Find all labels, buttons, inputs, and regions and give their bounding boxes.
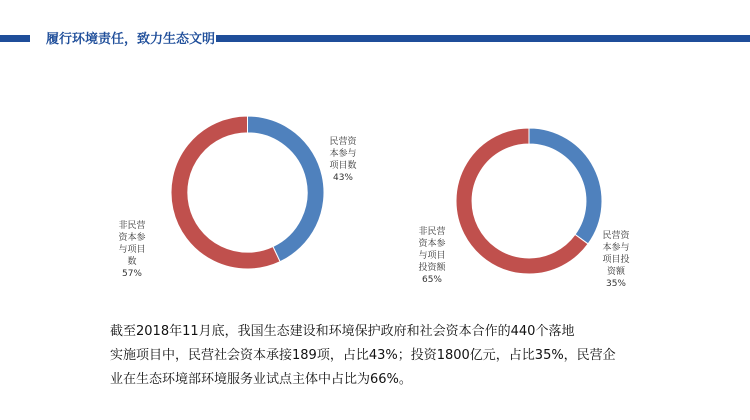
investment-non-private-label-text: 非民营 资本参 与项目 投资额 [418,227,446,273]
investment-private-label-text: 民营资 本参与 项目投 资额 [602,231,630,277]
projects-private-slice [248,116,325,262]
projects-private-pct: 43% [332,173,353,183]
investment-donut-chart [455,127,603,275]
investment-private-slice [529,128,602,244]
header-accent-bar-right [216,35,750,42]
summary-line-3: 业在生态环境部环境服务业试点主体中占比为66%。 [110,372,412,387]
investment-private-label [595,218,637,302]
summary-paragraph [110,320,670,392]
investment-private-pct: 35% [605,279,626,289]
summary-line-2: 实施项目中，民营社会资本承接189项，占比43%；投资1800亿元，占比35%，民营企 [110,348,616,363]
projects-non-private-slice [171,116,280,269]
header-accent-bar-left [0,35,30,42]
projects-private-label [322,124,364,196]
projects-non-private-label-text: 非民营 资本参 与项目 数 [118,221,146,267]
projects-non-private-pct: 57% [121,269,142,279]
projects-non-private-label [112,208,152,292]
summary-line-1: 截至2018年11月底，我国生态建设和环境保护政府和社会资本合作的440个落地 [110,324,575,339]
investment-non-private-label [410,214,454,298]
section-title: 履行环境责任，致力生态文明 [46,32,216,47]
section-header [0,0,750,60]
investment-non-private-pct: 65% [421,275,442,285]
projects-donut-chart [170,115,325,270]
projects-private-label-text: 民营资 本参与 项目数 [329,137,357,171]
